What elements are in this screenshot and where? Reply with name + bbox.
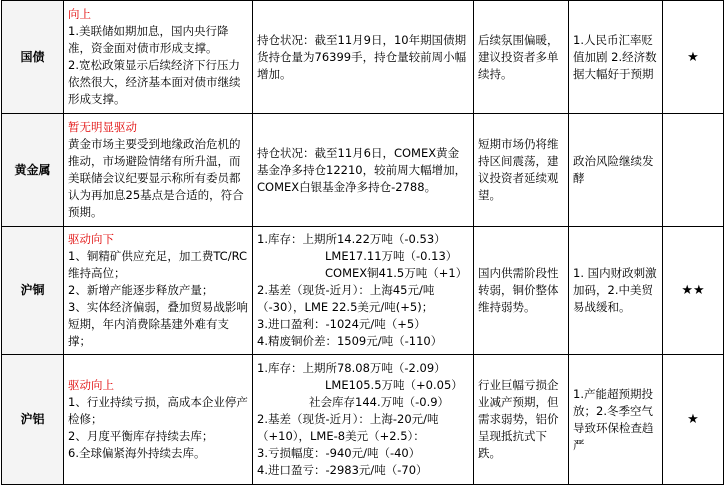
outlook-cell: 短期市场仍将维持区间震荡，建议投资者延续观望。 (474, 114, 569, 227)
outlook-cell: 国内供需阶段性转弱，铜价整体维持弱势。 (474, 227, 569, 355)
driver-title: 暂无明显驱动 (68, 120, 137, 134)
risk-cell: 1.人民币汇率贬值加剧 2.经济数据大幅好于预期 (569, 1, 663, 114)
data-cell (253, 227, 474, 355)
rating-stars: ★ (663, 1, 724, 114)
risk-cell: 1.产能超预期投放；2.冬季空气导致环保检查趋严 (569, 355, 663, 485)
data-line: 1.库存：上期所14.22万吨（-0.53） (257, 232, 446, 246)
rating-stars: ★ (663, 355, 724, 485)
data-line: COMEX铜41.5万吨（+1） (325, 266, 468, 280)
driver-line: 1、铜精矿供应充足，加工费TC/RC维持高位； (68, 249, 248, 280)
outlook-cell: 行业巨幅亏损企业减产预期，但需求弱势，铝价呈现抵抗式下跌。 (474, 355, 569, 485)
driver-line: 3、实体经济偏弱，叠加贸易战影响短期，年内消费除基建外难有支撑； (68, 300, 248, 348)
rating-stars: ★★ (663, 227, 724, 355)
data-line: 4.进口盈亏：-2983元/吨（-70） (257, 463, 428, 477)
driver-line: 6.全球偏紧海外持续去库。 (68, 446, 206, 460)
data-cell (253, 1, 474, 114)
data-line: 2.基差（现货-近月）：上海45元/吨（-30），LME 22.5美元/吨(+5)； (257, 283, 435, 314)
data-line: LME105.5万吨（+0.05） (325, 378, 463, 392)
driver-cell (64, 227, 253, 355)
driver-title: 向上 (68, 7, 91, 21)
data-cell (253, 355, 474, 485)
table-row-bond (2, 1, 724, 114)
category-cell: 沪铜 (2, 227, 64, 355)
table-row-precious-metals (2, 114, 724, 227)
driver-cell (64, 1, 253, 114)
table-row-aluminum (2, 355, 724, 485)
driver-line: 1、行业持续亏损，高成本企业停产检修； (68, 395, 248, 426)
data-line: 3.进口盈利：-1024元/吨（+5） (257, 317, 426, 331)
driver-line: 2.宽松政策显示后续经济下行压力依然很大，经济基本面对债市继续形成支撑。 (68, 58, 241, 106)
category-cell: 黄金属 (2, 114, 64, 227)
data-line: 3.亏损幅度：-940元/吨（-40） (257, 446, 421, 460)
data-line: 4.精废铜价差：1509元/吨（-110） (257, 334, 443, 348)
driver-line: 2、新增产能逐步释放产量； (68, 283, 214, 297)
driver-line: 黄金市场主要受到地缘政治危机的推动，市场避险情绪有所升温，而美联储会议纪要显示称所有委员都认为再加息25基点是合适的，符合预期。 (68, 137, 244, 219)
commodity-table (1, 0, 724, 485)
risk-cell: 政治风险继续发酵 (569, 114, 663, 227)
risk-cell: 1. 国内财政刺激加码，2.中美贸易战缓和。 (569, 227, 663, 355)
driver-line: 2、月度平衡库存持续去库； (68, 429, 214, 443)
rating-stars (663, 114, 724, 227)
data-line: 1.库存：上期所78.08万吨（-2.09） (257, 361, 446, 375)
data-line: LME17.11万吨（-0.13） (325, 249, 458, 263)
driver-cell (64, 355, 253, 485)
data-line: 社会库存144.万吨（-0.9） (309, 395, 450, 409)
data-line: 持仓状况：截至11月6日，COMEX黄金基金净多持仓12210，较前周大幅增加，COMEX白银基金净多持仓-2788。 (257, 145, 467, 194)
driver-cell (64, 114, 253, 227)
driver-title: 驱动向下 (68, 232, 114, 246)
category-cell: 国债 (2, 1, 64, 114)
data-line: 持仓状况：截至11月9日，10年期国债期货持仓量为76399手，持仓量较前周小幅增加。 (257, 32, 467, 81)
data-cell (253, 114, 474, 227)
driver-line: 1.美联储如期加息，国内央行降准，资金面对债市形成支撑。 (68, 24, 229, 55)
driver-title: 驱动向上 (68, 378, 114, 392)
category-cell: 沪铝 (2, 355, 64, 485)
outlook-cell: 后续氛围偏暖，建议投资者多单续持。 (474, 1, 569, 114)
data-line: 2.基差（现货-近月）：上海-20元/吨（+10），LME-8美元（+2.5）： (257, 412, 439, 443)
table-row-copper (2, 227, 724, 355)
